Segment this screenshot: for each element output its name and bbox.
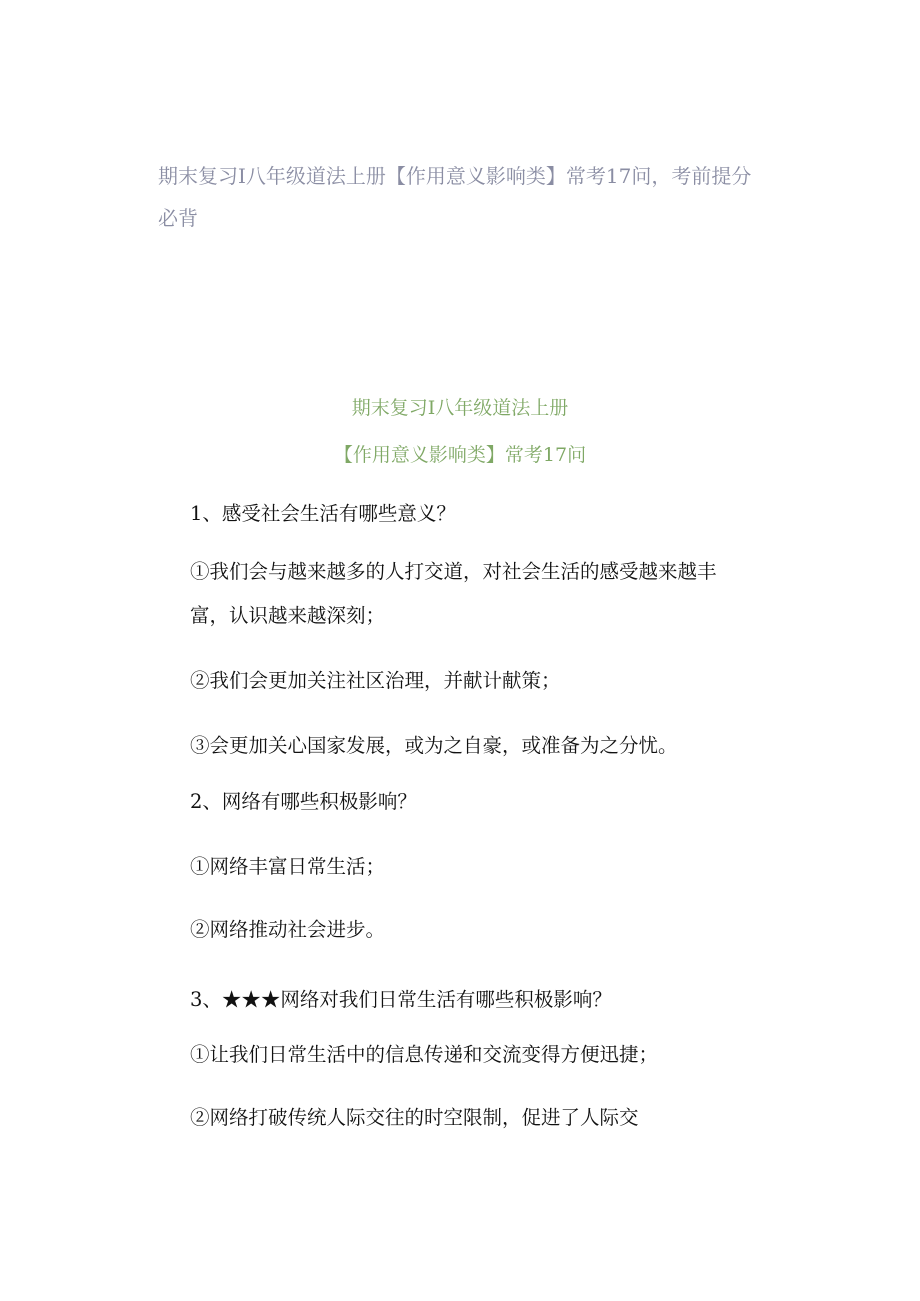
answer-2-2: ②网络推动社会进步。 — [190, 918, 386, 941]
answer-3-2: ②网络打破传统人际交往的时空限制，促进了人际交 — [190, 1106, 639, 1129]
document-title: 期末复习I八年级道法上册【作用意义影响类】常考17问，考前提分必背 — [158, 164, 752, 230]
answer-3-1: ①让我们日常生活中的信息传递和交流变得方便迅捷； — [190, 1043, 659, 1066]
article-heading-line-2: 【作用意义影响类】常考17问 — [333, 444, 587, 466]
article-heading-line-1: 期末复习I八年级道法上册 — [351, 397, 569, 419]
answer-1-3: ③会更加关心国家发展，或为之自豪，或准备为之分忧。 — [190, 734, 678, 757]
question-1: 1、感受社会生活有哪些意义？ — [190, 502, 456, 525]
answer-1-1: ①我们会与越来越多的人打交道，对社会生活的感受越来越丰富，认识越来越深刻； — [190, 560, 717, 627]
question-3: 3、★★★网络对我们日常生活有哪些积极影响？ — [190, 988, 612, 1011]
answer-2-1: ①网络丰富日常生活； — [190, 855, 386, 878]
question-2: 2、网络有哪些积极影响？ — [190, 790, 417, 813]
answer-1-2: ②我们会更加关注社区治理，并献计献策； — [190, 669, 561, 692]
